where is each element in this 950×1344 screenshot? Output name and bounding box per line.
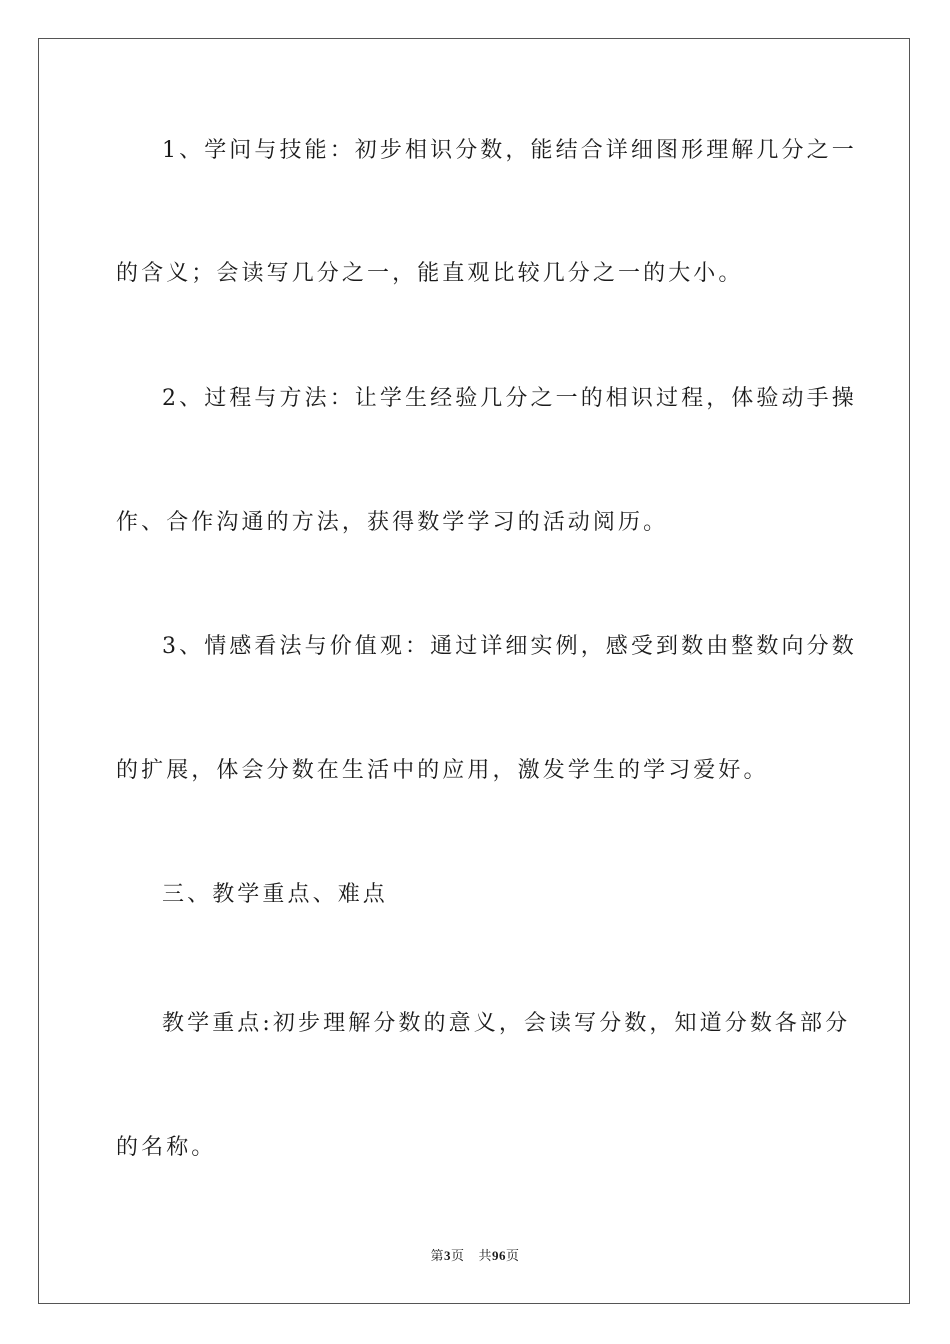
- paragraph-line-9: 的名称。: [116, 1135, 217, 1160]
- paragraph-line-1: 1、学问与技能：初步相识分数，能结合详细图形理解几分之一: [162, 138, 857, 163]
- page-frame: [38, 38, 910, 1304]
- footer-total-unit: 页: [506, 1249, 520, 1264]
- footer-page-unit: 页: [450, 1249, 465, 1264]
- paragraph-line-2: 的含义；会读写几分之一，能直观比较几分之一的大小。: [116, 261, 744, 286]
- footer-current-page: 3: [443, 1248, 451, 1263]
- paragraph-line-6: 的扩展，体会分数在生活中的应用，激发学生的学习爱好。: [116, 758, 769, 783]
- footer-prefix: 第: [430, 1249, 444, 1264]
- paragraph-line-5: 3、情感看法与价值观：通过详细实例，感受到数由整数向分数: [162, 634, 857, 659]
- paragraph-line-3: 2、过程与方法：让学生经验几分之一的相识过程，体验动手操: [162, 386, 857, 411]
- section-heading: 三、教学重点、难点: [162, 882, 388, 907]
- page-footer: [0, 1247, 950, 1266]
- paragraph-line-4: 作、合作沟通的方法，获得数学学习的活动阅历。: [116, 510, 669, 535]
- footer-total-prefix: 共: [478, 1249, 493, 1264]
- footer-total-pages: 96: [492, 1248, 507, 1263]
- paragraph-line-8: 教学重点:初步理解分数的意义，会读写分数，知道分数各部分: [162, 1011, 851, 1036]
